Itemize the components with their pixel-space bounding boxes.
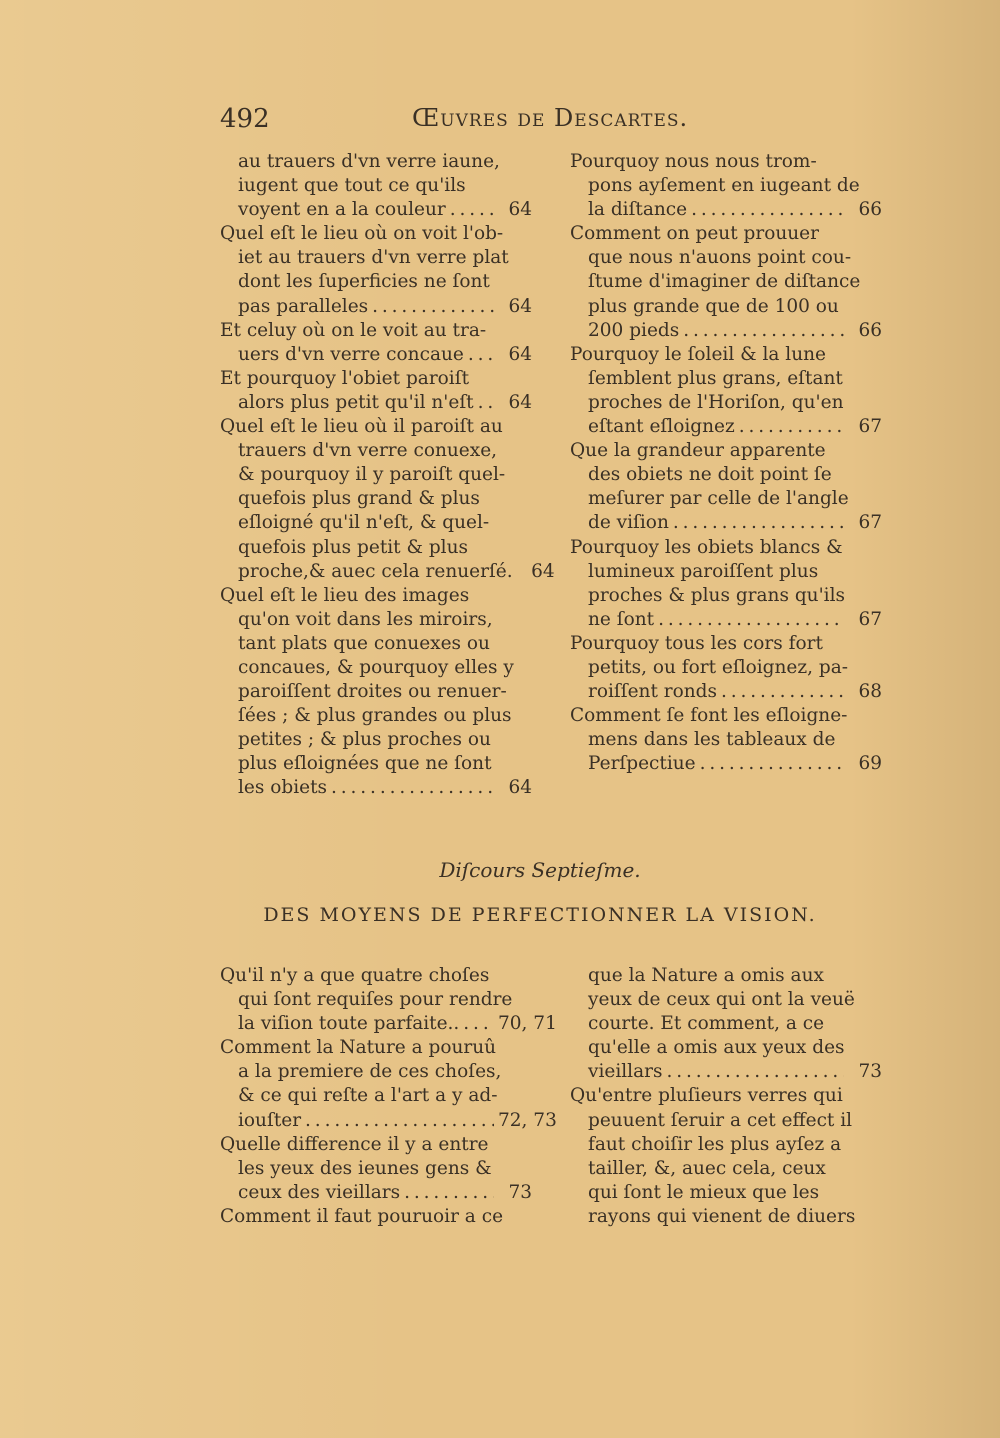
running-title: Œuvres de Descartes. <box>412 104 689 132</box>
toc-column-lower-right <box>570 964 882 1229</box>
page-reference: 66 <box>858 199 882 221</box>
toc-entry-line: mens dans les tableaux de <box>588 729 836 751</box>
page-reference: 73 <box>858 1061 882 1083</box>
toc-entry-text: 200 pieds <box>588 319 680 341</box>
leader-dots <box>331 776 494 800</box>
toc-entry-line: ſtume d'imaginer de diſtance <box>588 271 861 293</box>
toc-entry-line: iugent que tout ce qu'ils <box>238 175 466 197</box>
toc-entry-line: ſées ; & plus grandes ou plus <box>238 705 512 727</box>
page-reference: 67 <box>858 608 882 630</box>
toc-entry-last-line <box>220 1109 557 1133</box>
leader-dots <box>450 198 494 222</box>
toc-entry-line: Quel eſt le lieu où on voit l'ob- <box>220 223 504 245</box>
toc-entry <box>220 150 532 222</box>
toc-entry-line: proches & plus grans qu'ils <box>588 584 845 606</box>
toc-entry-line: Pourquoy tous les cors fort <box>570 632 823 654</box>
toc-entry-line: ſemblent plus grans, eſtant <box>588 367 843 389</box>
toc-entry-line: qui ſont le mieux que les <box>588 1181 820 1203</box>
toc-entry-line: Pourquoy nous nous trom- <box>570 151 817 172</box>
toc-entry-line: trauers d'vn verre conuexe, <box>238 440 498 462</box>
toc-entry-line: dont les ſuperficies ne ſont <box>238 271 490 293</box>
toc-entry-last-line <box>220 343 532 367</box>
toc-entry-line: Quel eſt le lieu des images <box>220 584 470 606</box>
toc-entry-line: Pourquoy le ſoleil & la lune <box>570 343 827 365</box>
page-reference: 70, 71 <box>498 1013 557 1035</box>
toc-entry-line: tant plats que conuexes ou <box>238 632 490 654</box>
toc-entry-text: les obiets <box>238 777 328 799</box>
toc-entry-line: Comment on peut prouuer <box>570 223 819 245</box>
toc-entry-last-line <box>570 1060 882 1084</box>
toc-entry-last-line <box>220 1012 557 1036</box>
toc-entry-line: que la Nature a omis aux <box>588 965 824 986</box>
toc-entry-text: ceux des vieillars <box>238 1181 401 1203</box>
toc-entry-line: tailler, &, auec cela, ceux <box>588 1157 826 1179</box>
toc-entry-text: alors plus petit qu'il n'eſt <box>238 391 474 413</box>
page-reference: 72, 73 <box>498 1109 557 1131</box>
toc-entry-line: rayons qui vienent de diuers <box>588 1205 856 1227</box>
toc-entry-line: Comment il faut pouruoir a ce <box>220 1205 504 1227</box>
toc-entry-text: la diſtance <box>588 199 688 221</box>
page-reference: 67 <box>858 416 882 438</box>
toc-entry-last-line <box>570 198 882 222</box>
toc-entry-text: proche,& auec cela renuerſé. <box>238 560 513 582</box>
toc-entry <box>220 222 532 318</box>
leader-dots <box>372 295 494 319</box>
toc-entry <box>220 415 555 584</box>
toc-entry-line: Quel eſt le lieu où il paroiſt au <box>220 416 503 438</box>
page-reference: 64 <box>508 777 532 799</box>
toc-entry <box>220 584 532 801</box>
page-reference: 64 <box>508 199 532 221</box>
toc-entry-line: concaues, & pourquoy elles y <box>238 656 514 678</box>
page-reference: 66 <box>858 319 882 341</box>
leader-dots <box>666 1060 844 1084</box>
leader-dots <box>739 415 844 439</box>
page-reference: 69 <box>858 753 882 775</box>
page-header <box>220 104 860 138</box>
toc-entry-last-line <box>220 1181 532 1205</box>
toc-entry-line: Qu'il n'y a que quatre choſes <box>220 965 490 986</box>
section-title: Diſcours Septieſme. <box>439 858 641 882</box>
toc-entry-text: voyent en a la couleur <box>238 199 446 221</box>
toc-entry-line: courte. Et comment, a ce <box>588 1013 825 1035</box>
leader-dots <box>691 198 844 222</box>
toc-entry-line: yeux de ceux qui ont la veuë <box>588 989 855 1011</box>
leader-dots <box>305 1109 494 1133</box>
toc-entry <box>570 964 882 1084</box>
toc-entry-line: plus eſloignées que ne ſont <box>238 753 492 775</box>
toc-column-lower-left <box>220 964 557 1229</box>
toc-entry-text: roiſſent ronds <box>588 681 718 703</box>
leader-dots <box>463 1012 494 1036</box>
toc-entry-line: qui ſont requiſes pour rendre <box>238 989 513 1011</box>
toc-entry-line: a la premiere de ces choſes, <box>238 1061 502 1083</box>
leader-dots <box>683 319 844 343</box>
toc-entry-text: vieillars <box>588 1061 663 1083</box>
toc-entry <box>220 319 532 367</box>
toc-entry-line: pons ayſement en iugeant de <box>588 175 860 197</box>
leader-dots <box>721 680 844 704</box>
toc-entry-text: de viſion <box>588 512 669 534</box>
toc-entry <box>570 150 882 222</box>
toc-entry-line: Et pourquoy l'obiet paroiſt <box>220 367 470 389</box>
toc-entry-text: uers d'vn verre concaue <box>238 343 464 365</box>
toc-entry-line: petits, ou fort eſloignez, pa- <box>588 656 849 678</box>
toc-entry-line: Quelle difference il y a entre <box>220 1133 489 1155</box>
toc-entry-line: qu'on voit dans les miroirs, <box>238 608 493 630</box>
toc-entry-line: peuuent ſeruir a cet effect il <box>588 1109 853 1131</box>
toc-entry-last-line <box>570 752 882 776</box>
toc-column-upper-right <box>570 150 882 776</box>
toc-entry-line: petites ; & plus proches ou <box>238 729 491 751</box>
toc-entry-line: quefois plus grand & plus <box>238 488 480 510</box>
page-reference: 68 <box>858 681 882 703</box>
section-subtitle: DES MOYENS DE PERFECTIONNER LA VISION. <box>263 904 817 926</box>
toc-entry-line: & pourquoy il y paroiſt quel- <box>238 464 506 486</box>
toc-entry <box>220 367 532 415</box>
page-reference: 64 <box>508 343 532 365</box>
toc-entry <box>220 1205 532 1229</box>
toc-entry-line: Pourquoy les obiets blancs & <box>570 536 843 558</box>
toc-entry-line: qu'elle a omis aux yeux des <box>588 1037 845 1059</box>
toc-entry-line: Et celuy où on le voit au tra- <box>220 319 487 341</box>
toc-entry-line: que nous n'auons point cou- <box>588 247 852 269</box>
toc-column-upper-left <box>220 150 555 801</box>
toc-entry <box>220 964 557 1036</box>
toc-entry-last-line <box>570 608 882 632</box>
page-number: 492 <box>220 104 270 134</box>
toc-entry <box>570 1084 882 1229</box>
toc-entry-line: paroiſſent droites ou renuer- <box>238 681 507 703</box>
page-reference: 73 <box>508 1181 532 1203</box>
toc-entry-last-line <box>220 295 532 319</box>
leader-dots <box>673 511 844 535</box>
toc-entry-line: Comment la Nature a pouruû <box>220 1037 497 1059</box>
toc-entry-line: plus grande que de 100 ou <box>588 295 839 317</box>
toc-entry-line: les yeux des ieunes gens & <box>238 1157 492 1179</box>
leader-dots <box>468 343 494 367</box>
toc-entry-last-line <box>220 391 532 415</box>
toc-entry-text: Perſpectiue <box>588 753 696 775</box>
toc-entry-line: meſurer par celle de l'angle <box>588 488 849 510</box>
toc-entry-last-line <box>570 511 882 535</box>
toc-entry-line: au trauers d'vn verre iaune, <box>238 151 500 172</box>
toc-entry-line: eſloigné qu'il n'eſt, & quel- <box>238 512 490 534</box>
toc-entry-line: iet au trauers d'vn verre plat <box>238 247 509 269</box>
toc-entry <box>570 536 882 632</box>
toc-entry-line: quefois plus petit & plus <box>238 536 469 558</box>
toc-entry-last-line <box>570 680 882 704</box>
toc-entry-line: Comment ſe font les eſloigne- <box>570 705 848 727</box>
page-reference: 64 <box>508 391 532 413</box>
leader-dots <box>658 608 844 632</box>
toc-entry-line: Qu'entre pluſieurs verres qui <box>570 1085 843 1107</box>
toc-entry-last-line <box>570 415 882 439</box>
page-reference: 64 <box>508 295 532 317</box>
leader-dots <box>700 752 844 776</box>
toc-entry <box>570 704 882 776</box>
leader-dots <box>478 391 494 415</box>
toc-entry <box>570 343 882 439</box>
toc-entry-text: iouſter <box>238 1109 302 1131</box>
toc-entry-line: des obiets ne doit point ſe <box>588 464 832 486</box>
toc-entry-line: lumineux paroiſſent plus <box>588 560 819 582</box>
toc-entry-last-line <box>220 198 532 222</box>
page-reference: 64 <box>531 560 555 582</box>
page-reference: 67 <box>858 512 882 534</box>
toc-entry-text: eſtant eſloignez <box>588 416 735 438</box>
toc-entry <box>570 632 882 704</box>
toc-entry-line: & ce qui reſte a l'art a y ad- <box>238 1085 498 1107</box>
toc-entry-last-line <box>570 319 882 343</box>
toc-entry <box>220 1036 557 1132</box>
toc-entry-last-line <box>220 776 532 800</box>
toc-entry <box>220 1133 532 1205</box>
toc-entry-text: ne ſont <box>588 608 655 630</box>
toc-entry-text: pas paralleles <box>238 295 369 317</box>
toc-entry <box>570 439 882 535</box>
leader-dots <box>404 1181 494 1205</box>
toc-entry-last-line <box>220 560 555 584</box>
toc-entry <box>570 222 882 342</box>
toc-entry-line: faut choiſir les plus ayſez a <box>588 1133 842 1155</box>
toc-entry-text: la viſion toute parfaite.. <box>238 1013 460 1035</box>
toc-entry-line: proches de l'Horiſon, qu'en <box>588 391 844 413</box>
toc-entry-line: Que la grandeur apparente <box>570 440 826 462</box>
